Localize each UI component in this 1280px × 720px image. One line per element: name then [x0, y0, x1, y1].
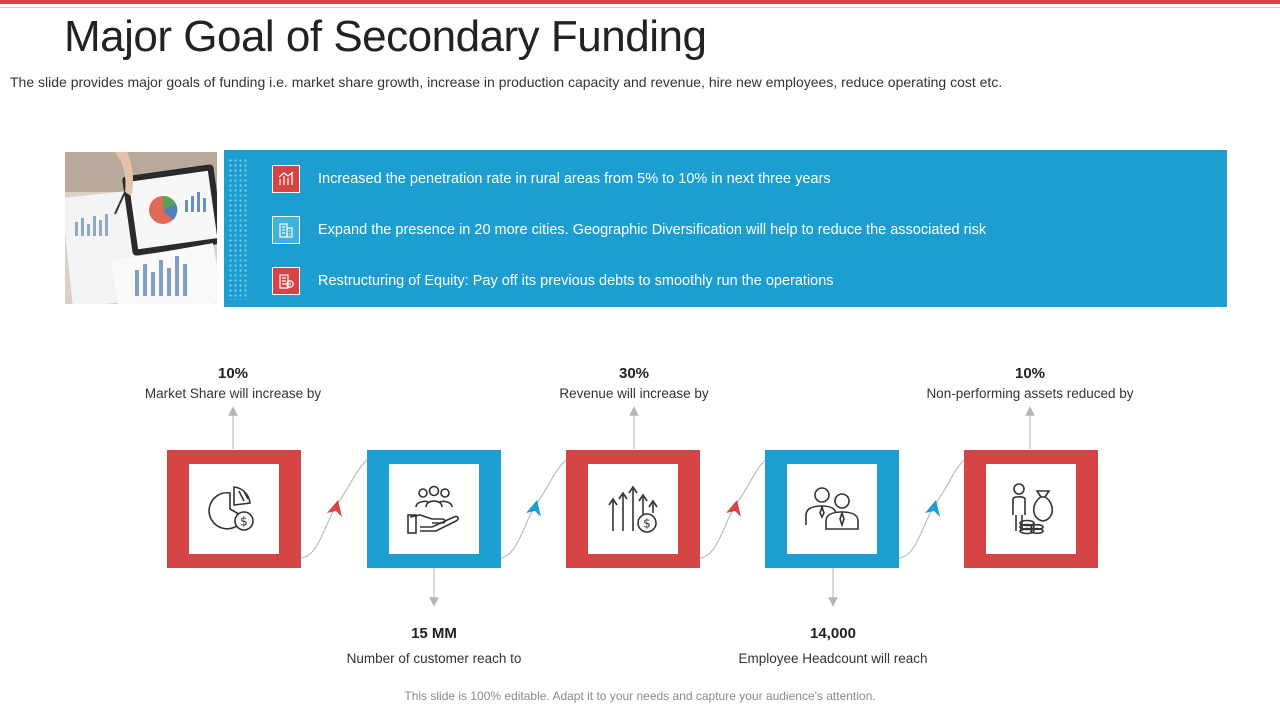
metric-label: Number of customer reach to [346, 651, 522, 666]
svg-text:$: $ [240, 514, 248, 529]
metric-market-share [83, 365, 383, 401]
goal-text: Expand the presence in 20 more cities. Geographic Diversification will help to reduce the associated risk [318, 222, 987, 238]
step-market-share [167, 450, 301, 568]
metric-label: Market Share will increase by [144, 386, 322, 401]
rising-bars-dollar-icon [603, 479, 663, 539]
metric-revenue [484, 365, 784, 401]
metric-non-performing-assets [880, 365, 1180, 401]
svg-text:$: $ [643, 516, 651, 531]
money-bag-icon [1001, 479, 1061, 539]
step-non-performing-assets [964, 450, 1098, 568]
step-customer-reach [367, 450, 501, 568]
metric-value: 30% [618, 365, 650, 382]
metric-label: Employee Headcount will reach [738, 651, 928, 666]
goal-text: Restructuring of Equity: Pay off its previous debts to smoothly run the operations [318, 273, 834, 289]
step-employee-headcount [765, 450, 899, 568]
metric-label: Revenue will increase by [559, 386, 709, 401]
footer-note: This slide is 100% editable. Adapt it to your needs and capture your audience's attention. [404, 689, 876, 703]
page-title: Major Goal of Secondary Funding [64, 12, 707, 61]
metric-employee-headcount [683, 625, 983, 666]
employees-icon [800, 479, 864, 539]
page-subtitle: The slide provides major goals of funding i.e. market share growth, increase in production capacity and revenue, hire new employees, reduce operating cost etc. [10, 74, 1003, 90]
step-revenue [566, 450, 700, 568]
metric-value: 10% [217, 365, 249, 382]
goal-text: Increased the penetration rate in rural areas from 5% to 10% in next three years [318, 171, 831, 187]
metric-customer-reach [284, 625, 584, 666]
metric-value: 15 MM [411, 625, 457, 642]
people-in-hand-icon [404, 479, 464, 539]
metric-value: 10% [1014, 365, 1046, 382]
metric-value: 14,000 [810, 625, 856, 642]
metric-label: Non-performing assets reduced by [926, 386, 1134, 401]
pie-chart-dollar-icon [204, 479, 264, 539]
